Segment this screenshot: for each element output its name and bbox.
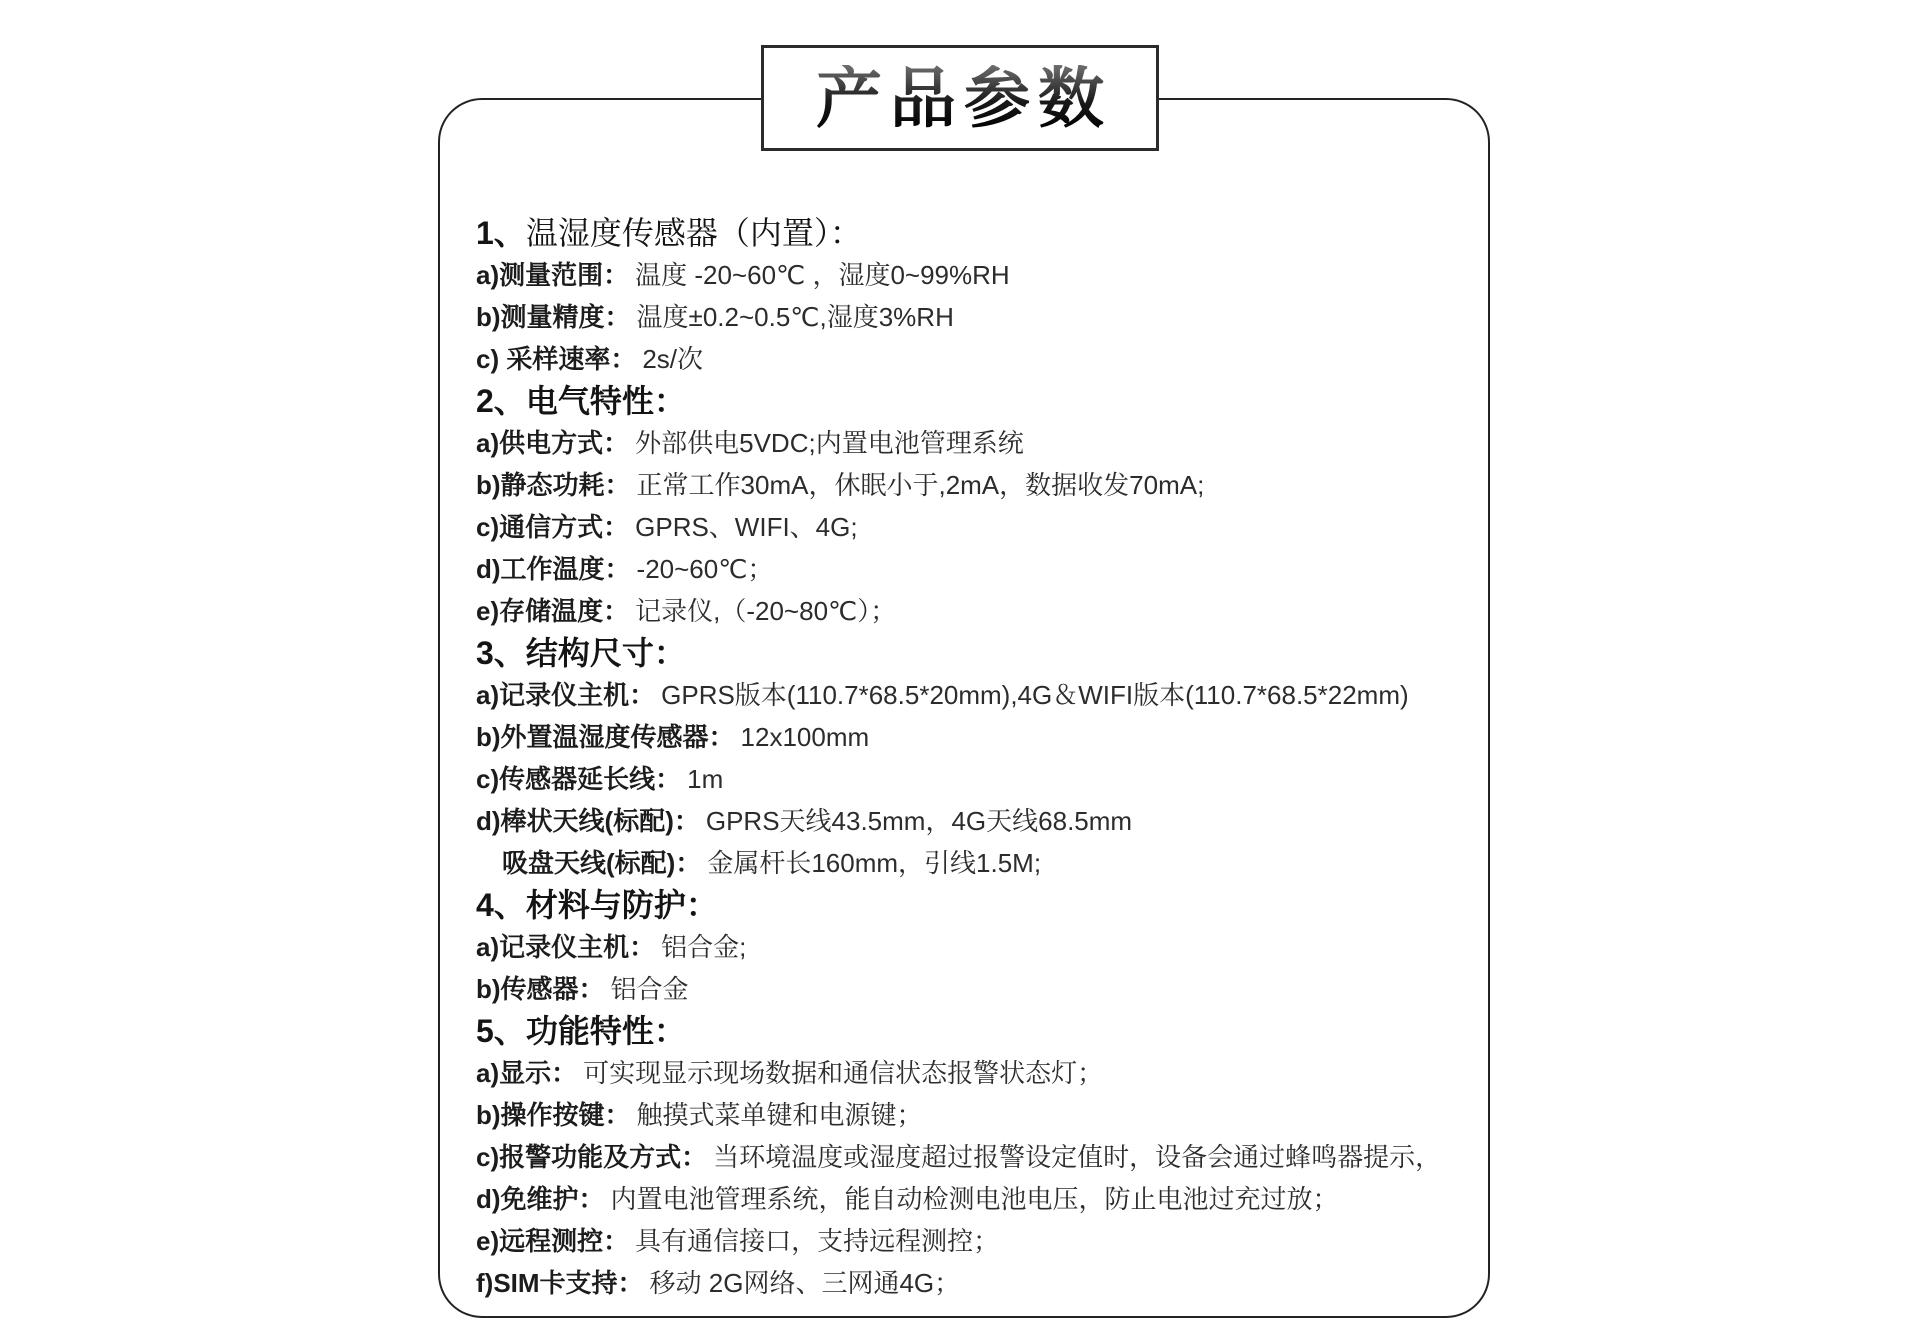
- spec-row: [476, 758, 1476, 800]
- section-title: 电气特性：: [525, 383, 686, 419]
- spec-value: GPRS版本(110.7*68.5*20mm),4G＆WIFI版本(110.7*68.5*22mm): [661, 680, 1409, 710]
- spec-row: [476, 926, 1476, 968]
- section-number: 3、: [476, 635, 526, 671]
- spec-label: d)工作温度：: [476, 554, 631, 584]
- section-heading: [476, 1010, 1476, 1052]
- spec-value: 具有通信接口，支持远程测控；: [635, 1226, 1000, 1256]
- spec-row: [476, 716, 1476, 758]
- section-number: 2、: [476, 383, 526, 419]
- spec-row: [476, 1262, 1476, 1304]
- section-heading: [476, 632, 1476, 674]
- spec-label: e)远程测控：: [476, 1226, 630, 1256]
- spec-row: [476, 842, 1476, 884]
- spec-content: [476, 212, 1476, 1304]
- section-title: 温湿度传感器（内置）：: [525, 215, 862, 251]
- spec-value: GPRS、WIFI、4G;: [635, 512, 858, 542]
- spec-value: 触摸式菜单键和电源键；: [636, 1100, 923, 1130]
- spec-row: [476, 1052, 1476, 1094]
- spec-value: 正常工作30mA，休眠小于,2mA，数据收发70mA;: [636, 470, 1205, 500]
- section-number: 5、: [476, 1013, 526, 1049]
- spec-row: [476, 338, 1476, 380]
- spec-value: -20~60℃；: [636, 554, 774, 584]
- spec-value: 1m: [687, 764, 724, 794]
- section-heading: [476, 380, 1476, 422]
- spec-label: f)SIM卡支持：: [476, 1268, 644, 1298]
- spec-value: 2s/次: [642, 344, 704, 374]
- spec-label: a)记录仪主机：: [476, 680, 656, 710]
- spec-row: [476, 296, 1476, 338]
- spec-label: c)通信方式：: [476, 512, 630, 542]
- spec-label: b)测量精度：: [476, 302, 631, 332]
- spec-value: GPRS天线43.5mm，4G天线68.5mm: [705, 806, 1133, 836]
- section-title: 材料与防护：: [525, 887, 718, 923]
- spec-row: [476, 464, 1476, 506]
- spec-value: 温度 -20~60℃ ，湿度0~99%RH: [635, 260, 1010, 290]
- spec-label: c)报警功能及方式：: [476, 1142, 708, 1172]
- spec-row: [476, 1136, 1476, 1178]
- spec-label: b)操作按键：: [476, 1100, 631, 1130]
- spec-label: d)棒状天线(标配)：: [476, 806, 700, 836]
- spec-row: [476, 422, 1476, 464]
- title-box: [761, 45, 1159, 151]
- spec-label: c) 采样速率：: [476, 344, 637, 374]
- page-title: 产品参数: [808, 65, 1112, 131]
- spec-label: b)传感器：: [476, 974, 605, 1004]
- spec-row: [476, 254, 1476, 296]
- spec-row: [476, 1178, 1476, 1220]
- spec-value: 记录仪,（-20~80℃）；: [635, 596, 897, 626]
- section-heading: [476, 212, 1476, 254]
- spec-row: [476, 590, 1476, 632]
- spec-label: b)外置温湿度传感器：: [476, 722, 735, 752]
- spec-value: 内置电池管理系统，能自动检测电池电压，防止电池过充过放；: [610, 1184, 1339, 1214]
- spec-label: a)显示：: [476, 1058, 578, 1088]
- section-title: 功能特性：: [525, 1013, 686, 1049]
- spec-value: 移动 2G网络、三网通4G；: [649, 1268, 961, 1298]
- spec-value: 当环境温度或湿度超过报警设定值时，设备会通过蜂鸣器提示，: [713, 1142, 1442, 1172]
- spec-label: a)供电方式：: [476, 428, 630, 458]
- section-title: 结构尺寸：: [525, 635, 686, 671]
- spec-value: 可实现显示现场数据和通信状态报警状态灯；: [583, 1058, 1104, 1088]
- spec-value: 12x100mm: [740, 722, 870, 752]
- spec-label: d)免维护：: [476, 1184, 605, 1214]
- section-number: 4、: [476, 887, 526, 923]
- spec-row: [476, 968, 1476, 1010]
- spec-row: [476, 1220, 1476, 1262]
- spec-label: b)静态功耗：: [476, 470, 631, 500]
- section-number: 1、: [476, 215, 526, 251]
- spec-value: 金属杆长160mm，引线1.5M;: [707, 848, 1042, 878]
- spec-label: c)传感器延长线：: [476, 764, 682, 794]
- spec-value: 铝合金: [610, 974, 689, 1004]
- spec-row: [476, 674, 1476, 716]
- spec-label: e)存储温度：: [476, 596, 630, 626]
- spec-label: a)测量范围：: [476, 260, 630, 290]
- spec-value: 铝合金;: [661, 932, 747, 962]
- spec-label: a)记录仪主机：: [476, 932, 656, 962]
- spec-row: [476, 506, 1476, 548]
- spec-value: 温度±0.2~0.5℃,湿度3%RH: [636, 302, 954, 332]
- spec-row: [476, 548, 1476, 590]
- spec-row: [476, 800, 1476, 842]
- section-heading: [476, 884, 1476, 926]
- spec-row: [476, 1094, 1476, 1136]
- spec-label: 吸盘天线(标配)：: [502, 848, 702, 878]
- spec-value: 外部供电5VDC;内置电池管理系统: [635, 428, 1024, 458]
